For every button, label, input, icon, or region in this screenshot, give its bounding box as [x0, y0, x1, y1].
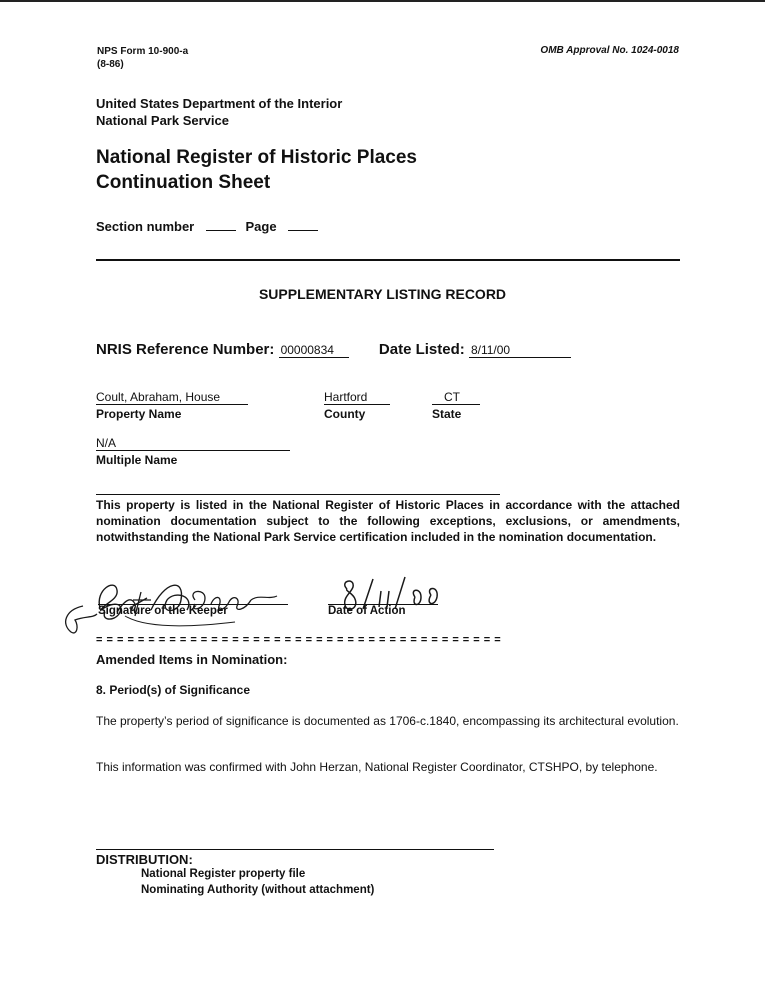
section-number-blank: [206, 218, 236, 231]
county-value: Hartford: [324, 390, 390, 405]
state-value: CT: [432, 390, 480, 405]
page-number-blank: [288, 218, 318, 231]
county-field: [324, 390, 390, 421]
form-identifier: [97, 45, 188, 71]
distribution-divider: [96, 849, 494, 850]
title-line-1: National Register of Historic Places: [96, 147, 417, 168]
keeper-signature-label: Signature of the Keeper: [98, 605, 228, 617]
amended-items-heading: Amended Items in Nomination:: [96, 652, 288, 667]
title-line-2: Continuation Sheet: [96, 172, 271, 193]
header-divider: [96, 259, 680, 261]
property-name-field: [96, 390, 248, 421]
amendment-paragraph-2: This information was confirmed with John Herzan, National Register Coordinator, CTSHPO, by telephone.: [96, 760, 658, 774]
double-dash-separator: = = = = = = = = = = = = = = = = = = = = = = = = = = = = = = = = = = = = = = =: [96, 634, 502, 646]
page-label: Page: [245, 219, 277, 234]
nris-label: NRIS Reference Number:: [96, 341, 275, 358]
agency-block: [96, 95, 342, 129]
listing-statement: This property is listed in the National Register of Historic Places in accordance with the attached nomination documentation subject to the following exceptions, exclusions, or amendments, notwithstanding the National Park Service certification included in the nomination documentation.: [96, 498, 680, 544]
nris-line: [96, 341, 571, 358]
date-listed-value: 8/11/00: [469, 343, 571, 358]
form-date: (8-86): [97, 59, 124, 70]
multiple-name-field: [96, 436, 290, 467]
multiple-name-label: Multiple Name: [96, 453, 178, 467]
statement-divider: [96, 494, 500, 495]
form-number: NPS Form 10-900-a: [97, 46, 189, 57]
distribution-item: National Register property file: [141, 868, 306, 880]
top-border: [0, 0, 765, 2]
page-title: [96, 145, 417, 195]
multiple-name-value: N/A: [96, 436, 290, 451]
agency-name: National Park Service: [96, 113, 229, 128]
amendment-paragraph-1: The property’s period of significance is documented as 1706-c.1840, encompassing its architectural evolution.: [96, 714, 679, 728]
state-field: [432, 390, 480, 421]
omb-approval: OMB Approval No. 1024-0018: [540, 45, 679, 56]
property-name-label: Property Name: [96, 407, 182, 421]
distribution-heading: DISTRIBUTION:: [96, 852, 193, 867]
date-listed-label: Date Listed:: [378, 341, 465, 358]
amended-item-heading: 8. Period(s) of Significance: [96, 683, 251, 697]
record-title: SUPPLEMENTARY LISTING RECORD: [258, 286, 507, 302]
property-name-value: Coult, Abraham, House: [96, 390, 248, 405]
distribution-item: Nominating Authority (without attachment): [141, 884, 375, 896]
section-number-label: Section number: [96, 219, 195, 234]
state-label: State: [432, 407, 462, 421]
county-label: County: [324, 407, 366, 421]
section-page-line: [96, 218, 318, 234]
date-of-action-label: Date of Action: [328, 605, 406, 617]
department-name: United States Department of the Interior: [96, 96, 343, 111]
nris-value: 00000834: [279, 343, 349, 358]
